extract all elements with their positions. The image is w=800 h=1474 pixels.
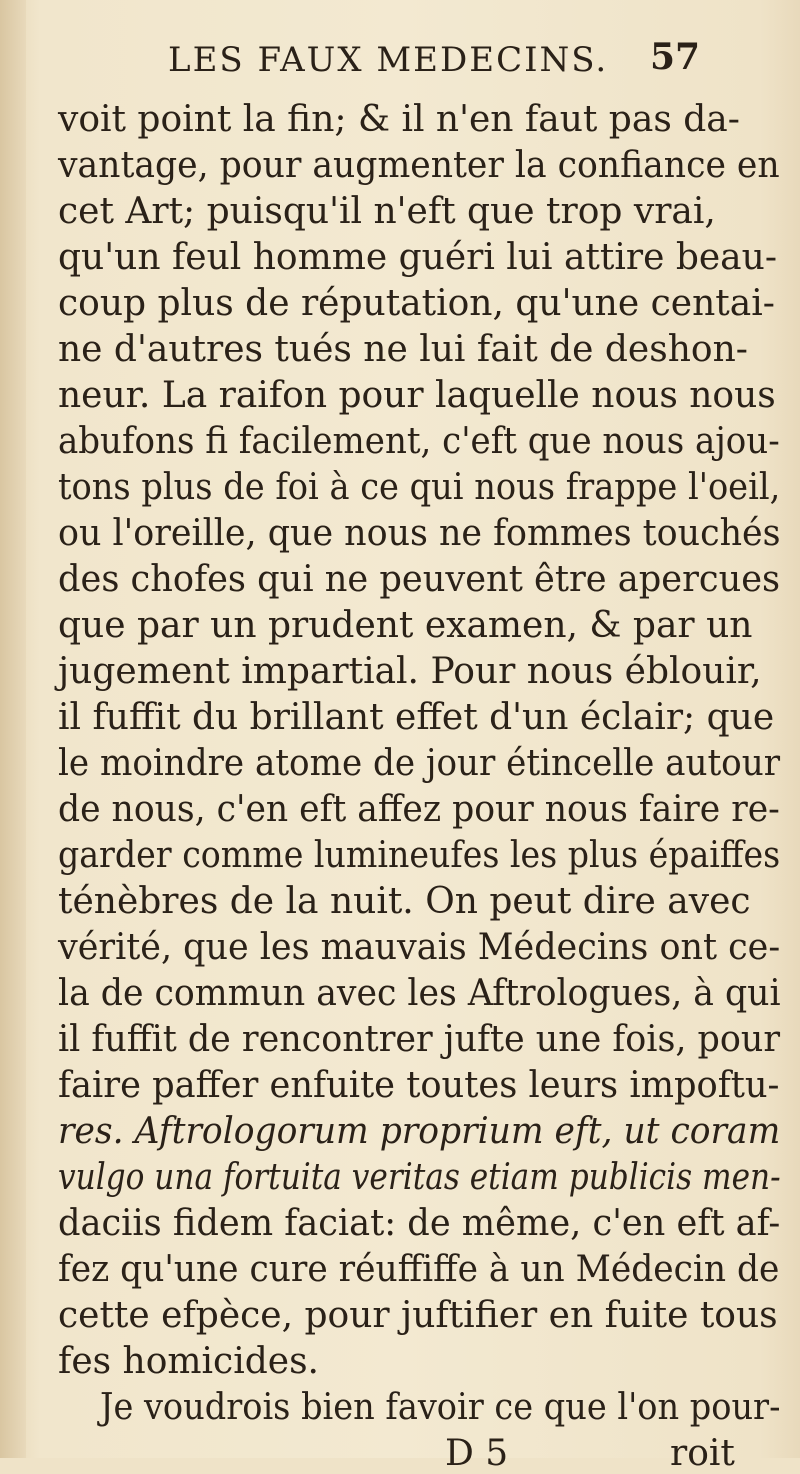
text-line: fes homicides. [58,1341,319,1382]
text-line: daciis fidem faciat: de même, c'en eft af- [58,1203,781,1244]
text-line: le moindre atome de jour étincelle autour [58,743,781,784]
text-line: vérité, que les mauvais Médecins ont ce- [58,927,781,968]
running-title: LES FAUX MEDECINS. [168,40,609,80]
text-line: Je voudrois bien favoir ce que l'on pour- [100,1387,781,1428]
text-line: cet Art; puisqu'il n'eft que trop vrai, [58,191,716,232]
text-line: vulgo una fortuita veritas etiam publicis men- [58,1157,781,1198]
text-line: coup plus de réputation, qu'une centai- [58,283,775,324]
text-line: ou l'oreille, que nous ne fommes touchés [58,513,781,554]
page-number: 57 [650,36,701,78]
text-line: fez qu'une cure réuffiffe à un Médecin de [58,1249,780,1290]
text-line: jugement impartial. Pour nous éblouir, [58,651,762,692]
text-line: ténèbres de la nuit. On peut dire avec [58,881,751,922]
catchword: roit [670,1433,735,1474]
text-line: ne d'autres tués ne lui fait de deshon- [58,329,748,370]
text-line: voit point la fin; & il n'en faut pas da- [58,99,740,140]
text-line: tons plus de foi à ce qui nous frappe l'oeil, [58,467,781,508]
text-line: de nous, c'en eft affez pour nous faire re- [58,789,780,830]
text-line: qu'un feul homme guéri lui attire beau- [58,237,777,278]
text-line: vantage, pour augmenter la confiance en [58,145,780,186]
text-line: des chofes qui ne peuvent être apercues [58,559,781,600]
text-line: il fuffit du brillant effet d'un éclair; que [58,697,775,738]
text-line: que par un prudent examen, & par un [58,605,753,646]
text-line: neur. La raifon pour laquelle nous nous [58,375,776,416]
text-line: abufons fi facilement, c'eft que nous ajou- [58,421,780,462]
text-line: res. Aftrologorum proprium eft, ut coram [58,1111,781,1152]
text-line: faire paffer enfuite toutes leurs impoftu- [58,1065,780,1106]
text-line: cette efpèce, pour juftifier en fuite tous [58,1295,778,1336]
text-line: il fuffit de rencontrer jufte une fois, pour [58,1019,781,1060]
text-line: la de commun avec les Aftrologues, à qui [58,973,781,1014]
text-line: garder comme lumineufes les plus épaiffes [58,835,781,876]
signature-mark: D 5 [445,1433,509,1474]
